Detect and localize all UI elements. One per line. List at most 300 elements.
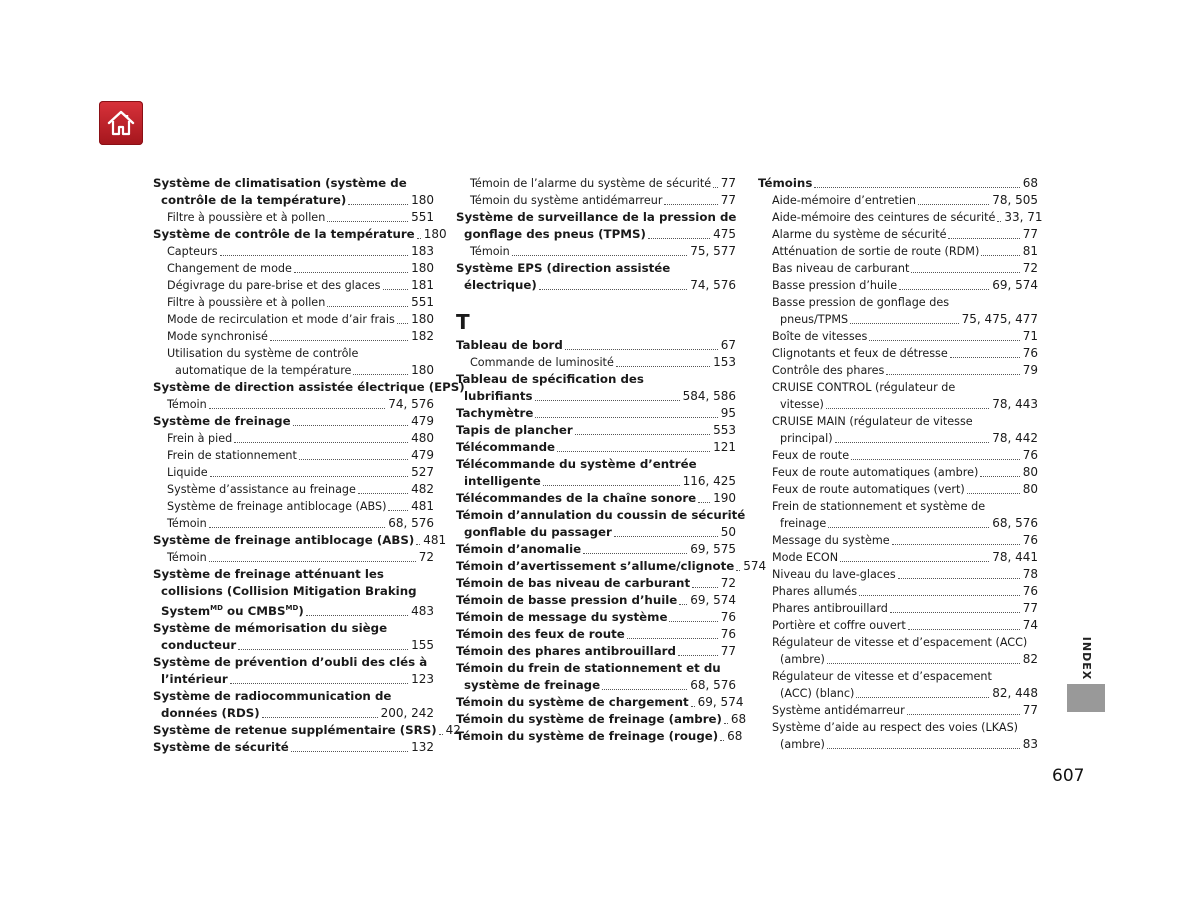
page-reference[interactable]: 479 [411, 414, 434, 428]
page-reference[interactable]: 527 [411, 465, 434, 479]
leader-dots [565, 349, 718, 350]
index-entry[interactable] [153, 654, 434, 688]
leader-dots [291, 751, 408, 752]
index-subentry[interactable] [758, 600, 1038, 617]
entry-text: (ACC) (blanc) [780, 687, 855, 700]
page-reference[interactable]: 584, 586 [682, 389, 736, 403]
page-reference[interactable]: 83 [1022, 737, 1038, 751]
page-reference[interactable]: 76 [1022, 448, 1038, 462]
index-entry[interactable] [153, 722, 461, 739]
entry-text: conducteur [161, 638, 237, 652]
page-reference[interactable]: 68, 576 [992, 516, 1038, 530]
leader-dots [543, 485, 680, 486]
leader-dots [918, 204, 989, 205]
page-reference[interactable]: 68, 576 [388, 516, 434, 530]
leader-dots [892, 544, 1020, 545]
entry-text: Mode synchronisé [167, 330, 268, 343]
index-entry[interactable] [456, 507, 746, 541]
entry-text: Régulateur de vitesse et d’espacement (ACC) [772, 636, 1028, 649]
page-reference[interactable]: 180 [423, 227, 447, 241]
page-reference[interactable]: 77 [1022, 601, 1038, 615]
leader-dots [209, 527, 385, 528]
index-entry[interactable] [456, 694, 744, 711]
page-reference[interactable]: 181 [411, 278, 434, 292]
page-reference[interactable]: 75, 475, 477 [961, 312, 1038, 326]
entry-text: vitesse) [780, 398, 824, 411]
entry-text: Témoin des feux de route [456, 627, 625, 641]
entry-text: Portière et coffre ouvert [772, 619, 906, 632]
leader-dots [898, 578, 1020, 579]
index-entry[interactable] [456, 558, 767, 575]
page-reference[interactable]: 482 [411, 482, 434, 496]
page-reference[interactable]: 551 [411, 210, 434, 224]
page-reference[interactable]: 74, 576 [388, 397, 434, 411]
leader-dots [835, 442, 990, 443]
page-reference[interactable]: 78, 443 [992, 397, 1038, 411]
entry-text: Filtre à poussière et à pollen [167, 296, 326, 309]
leader-dots [230, 683, 408, 684]
entry-text: Témoin des phares antibrouillard [456, 644, 676, 658]
index-subentry[interactable] [758, 532, 1038, 549]
page-reference[interactable]: 68, 576 [690, 678, 736, 692]
leader-dots [911, 272, 1019, 273]
index-subentry[interactable] [153, 464, 434, 481]
index-entry[interactable] [456, 609, 736, 626]
page-reference[interactable]: 72 [418, 550, 434, 564]
page-reference[interactable]: 68 [1022, 176, 1038, 190]
index-subentry[interactable] [758, 413, 1038, 447]
leader-dots [950, 357, 1020, 358]
leader-dots [210, 476, 408, 477]
leader-dots [416, 544, 420, 545]
page-reference[interactable]: 180 [411, 261, 434, 275]
index-entry[interactable] [456, 422, 736, 439]
entry-text: l’intérieur [161, 672, 228, 686]
index-entry[interactable] [456, 541, 736, 558]
index-subentry[interactable] [758, 498, 1038, 532]
page-reference[interactable]: 80 [1022, 482, 1038, 496]
index-entry[interactable] [153, 379, 465, 396]
home-button[interactable] [99, 101, 143, 145]
index-entry[interactable] [456, 337, 736, 354]
leader-dots [890, 612, 1020, 613]
entry-text: Feux de route automatiques (ambre) [772, 466, 979, 479]
leader-dots [583, 553, 687, 554]
entry-text: Régulateur de vitesse et d’espacement [772, 670, 992, 683]
entry-text: Témoins [758, 176, 813, 190]
leader-dots [575, 434, 710, 435]
index-subentry[interactable] [456, 354, 736, 371]
entry-text: Commande de luminosité [470, 356, 614, 369]
page-reference[interactable]: 483 [411, 604, 434, 618]
entry-text: Système de climatisation (système de [153, 176, 407, 190]
entry-text: Tableau de spécification des [456, 372, 644, 386]
page-reference[interactable]: 82, 448 [992, 686, 1038, 700]
entry-text: Témoin du système de freinage (ambre) [456, 712, 722, 726]
leader-dots [899, 289, 989, 290]
entry-text: CRUISE MAIN (régulateur de vitesse [772, 415, 973, 428]
page-reference[interactable]: 78, 441 [992, 550, 1038, 564]
page-reference[interactable]: 76 [1022, 584, 1038, 598]
entry-text: Feux de route [772, 449, 850, 462]
page-reference[interactable]: 69, 574 [992, 278, 1038, 292]
leader-dots [353, 374, 408, 375]
entry-text: Système de freinage atténuant les [153, 567, 384, 581]
index-subentry[interactable] [153, 515, 434, 532]
index-entry[interactable] [153, 175, 434, 209]
index-entry[interactable] [153, 413, 434, 430]
entry-text: Basse pression d’huile [772, 279, 898, 292]
page-reference[interactable]: 481 [411, 499, 434, 513]
page-reference[interactable]: 74 [1022, 618, 1038, 632]
entry-text: (ambre) [780, 653, 825, 666]
page-reference[interactable]: 69, 575 [690, 542, 736, 556]
page-reference[interactable]: 76 [720, 627, 736, 641]
entry-text: CRUISE CONTROL (régulateur de [772, 381, 956, 394]
index-subentry[interactable] [758, 362, 1038, 379]
page-reference[interactable]: 77 [720, 176, 736, 190]
index-subentry[interactable] [153, 498, 434, 515]
index-subentry[interactable] [758, 634, 1038, 668]
page-reference[interactable]: 78, 442 [992, 431, 1038, 445]
leader-dots [539, 289, 687, 290]
index-subentry[interactable] [758, 226, 1038, 243]
entry-text: Capteurs [167, 245, 218, 258]
leader-dots [907, 714, 1020, 715]
index-subentry[interactable] [758, 328, 1038, 345]
index-entry[interactable] [456, 660, 736, 694]
leader-dots [238, 649, 408, 650]
index-subentry[interactable] [153, 311, 434, 328]
index-subentry[interactable] [758, 243, 1038, 260]
index-subentry[interactable] [758, 481, 1038, 498]
index-entry[interactable] [456, 456, 736, 490]
entry-text: Phares allumés [772, 585, 858, 598]
entry-text: Aide-mémoire d’entretien [772, 194, 916, 207]
index-subentry[interactable] [456, 243, 736, 260]
entry-text: contrôle de la température) [161, 193, 347, 207]
page-reference[interactable]: 480 [411, 431, 434, 445]
entry-text: Filtre à poussière et à pollen [167, 211, 326, 224]
index-entry[interactable] [456, 209, 736, 243]
index-subentry[interactable] [758, 617, 1038, 634]
entry-text: Témoin du système antidémarreur [470, 194, 663, 207]
leader-dots [327, 306, 408, 307]
index-entry[interactable] [456, 371, 736, 405]
entry-text: Témoin d’annulation du coussin de sécurité [456, 508, 746, 522]
entry-text: Aide-mémoire des ceintures de sécurité [772, 211, 996, 224]
index-subentry[interactable] [153, 294, 434, 311]
index-column-2 [456, 175, 767, 745]
leader-dots [869, 340, 1019, 341]
entry-text: pneus/TPMS [780, 313, 849, 326]
index-subentry[interactable] [758, 668, 1038, 702]
index-subentry[interactable] [758, 583, 1038, 600]
leader-dots [535, 417, 717, 418]
leader-dots [602, 689, 687, 690]
index-subentry[interactable] [153, 430, 434, 447]
entry-text: Témoin d’avertissement s’allume/clignote [456, 559, 735, 573]
page-reference[interactable]: 67 [720, 338, 736, 352]
leader-dots [724, 723, 728, 724]
index-entry[interactable] [456, 711, 747, 728]
page-reference[interactable]: 180 [411, 312, 434, 326]
entry-text: Tapis de plancher [456, 423, 573, 437]
page-reference[interactable]: 132 [411, 740, 434, 754]
entry-text: Système EPS (direction assistée [456, 261, 671, 275]
index-entry[interactable] [456, 575, 736, 592]
leader-dots [691, 706, 695, 707]
entry-text: lubrifiants [464, 389, 533, 403]
page-reference[interactable]: 123 [411, 672, 434, 686]
index-subentry[interactable] [758, 260, 1038, 277]
entry-text: Système de freinage antiblocage (ABS) [167, 500, 387, 513]
leader-dots [648, 238, 710, 239]
entry-text: électrique) [464, 278, 537, 292]
leader-dots [713, 187, 718, 188]
page-reference[interactable]: 76 [720, 610, 736, 624]
index-entry[interactable] [456, 643, 736, 660]
entry-text: Système d’aide au respect des voies (LKAS) [772, 721, 1019, 734]
leader-dots [828, 527, 989, 528]
leader-dots [270, 340, 408, 341]
index-subentry[interactable] [153, 447, 434, 464]
entry-text: automatique de la température [175, 364, 352, 377]
index-subentry[interactable] [153, 481, 434, 498]
leader-dots [827, 663, 1020, 664]
index-subentry[interactable] [758, 447, 1038, 464]
index-entry[interactable] [456, 490, 736, 507]
index-entry[interactable] [456, 439, 736, 456]
page-reference[interactable]: 481 [423, 533, 447, 547]
leader-dots [814, 187, 1019, 188]
page-reference[interactable]: 180 [411, 363, 434, 377]
page-reference[interactable]: 77 [1022, 703, 1038, 717]
leader-dots [967, 493, 1020, 494]
index-entry[interactable] [456, 728, 743, 745]
leader-dots [293, 425, 408, 426]
leader-dots [997, 221, 1001, 222]
page-reference[interactable]: 77 [1022, 227, 1038, 241]
entry-text: Témoin du système de freinage (rouge) [456, 729, 719, 743]
page-reference[interactable]: 81 [1022, 244, 1038, 258]
index-entry[interactable] [153, 566, 434, 620]
entry-text: Bas niveau de carburant [772, 262, 910, 275]
page-reference[interactable]: 74, 576 [690, 278, 736, 292]
page-reference[interactable]: 121 [713, 440, 736, 454]
leader-dots [736, 570, 740, 571]
entry-text: Changement de mode [167, 262, 292, 275]
page-reference[interactable]: 200, 242 [380, 706, 434, 720]
leader-dots [439, 734, 443, 735]
page-reference[interactable]: 72 [1022, 261, 1038, 275]
leader-dots [851, 459, 1020, 460]
page-reference[interactable]: 80 [1022, 465, 1038, 479]
index-subentry[interactable] [758, 209, 1043, 226]
page-reference[interactable]: 180 [411, 193, 434, 207]
entry-text: Niveau du lave-glaces [772, 568, 896, 581]
entry-text: Boîte de vitesses [772, 330, 868, 343]
page-reference[interactable]: 79 [1022, 363, 1038, 377]
leader-dots [388, 510, 408, 511]
page-reference[interactable]: 68 [727, 729, 743, 743]
page-reference[interactable]: 71 [1022, 329, 1038, 343]
entry-text: System$^{MD}$ ou $CMBS^{MD}$) [161, 604, 304, 618]
index-entry[interactable] [758, 175, 1038, 192]
index-entry[interactable] [456, 626, 736, 643]
page-reference[interactable]: 77 [720, 644, 736, 658]
page-reference[interactable]: 82 [1022, 652, 1038, 666]
index-entry[interactable] [456, 260, 736, 294]
page-reference[interactable]: 50 [720, 525, 736, 539]
index-tab[interactable] [1067, 684, 1105, 712]
entry-text: Témoin [167, 517, 207, 530]
index-subentry[interactable] [758, 192, 1038, 209]
index-entry[interactable] [153, 532, 447, 549]
page-reference[interactable]: 153 [713, 355, 736, 369]
leader-dots [306, 615, 408, 616]
entry-text: Témoin du frein de stationnement et du [456, 661, 721, 675]
page-reference[interactable]: 78 [1022, 567, 1038, 581]
index-entry[interactable] [153, 226, 447, 243]
index-subentry[interactable] [153, 243, 434, 260]
leader-dots [826, 408, 989, 409]
page-reference[interactable]: 76 [1022, 346, 1038, 360]
index-subentry[interactable] [758, 464, 1038, 481]
entry-text: Système antidémarreur [772, 704, 905, 717]
index-entry[interactable] [153, 739, 434, 756]
page-reference[interactable]: 76 [1022, 533, 1038, 547]
entry-text: Témoin [167, 551, 207, 564]
entry-text: Témoin de l’alarme du système de sécurité [470, 177, 712, 190]
index-subentry[interactable] [758, 549, 1038, 566]
index-subentry[interactable] [758, 345, 1038, 362]
leader-dots [856, 697, 989, 698]
leader-dots [397, 323, 408, 324]
page-reference[interactable]: 95 [720, 406, 736, 420]
page-reference[interactable]: 553 [713, 423, 736, 437]
page-reference[interactable]: 116, 425 [682, 474, 736, 488]
leader-dots [616, 366, 710, 367]
leader-dots [908, 629, 1020, 630]
entry-text: Frein de stationnement [167, 449, 297, 462]
page-reference[interactable]: 77 [720, 193, 736, 207]
index-subentry[interactable] [758, 702, 1038, 719]
leader-dots [557, 451, 710, 452]
leader-dots [358, 493, 408, 494]
index-entry[interactable] [153, 688, 434, 722]
index-subentry[interactable] [153, 277, 434, 294]
index-subentry[interactable] [758, 277, 1038, 294]
leader-dots [327, 221, 408, 222]
index-subentry[interactable] [456, 192, 736, 209]
page-reference[interactable]: 69, 574 [697, 695, 744, 709]
entry-text: Télécommande [456, 440, 556, 454]
entry-text: Témoin d’anomalie [456, 542, 582, 556]
leader-dots [383, 289, 409, 290]
entry-text: système de freinage [464, 678, 601, 692]
entry-text: Télécommandes de la chaîne sonore [456, 491, 697, 505]
index-subentry[interactable] [758, 566, 1038, 583]
entry-text: principal) [780, 432, 833, 445]
entry-text: gonflable du passager [464, 525, 612, 539]
page-reference[interactable]: 190 [713, 491, 736, 505]
page-reference[interactable]: 69, 574 [690, 593, 736, 607]
page-reference[interactable]: 72 [720, 576, 736, 590]
index-subentry[interactable] [153, 328, 434, 345]
entry-text: Système de sécurité [153, 740, 289, 754]
index-subentry[interactable] [758, 379, 1038, 413]
leader-dots [417, 238, 421, 239]
page-reference[interactable]: 78, 505 [992, 193, 1038, 207]
page-reference[interactable]: 42 [445, 723, 461, 737]
page-reference[interactable]: 574 [743, 559, 767, 573]
page-reference[interactable]: 479 [411, 448, 434, 462]
index-entry[interactable] [456, 405, 736, 422]
entry-text: Phares antibrouillard [772, 602, 888, 615]
page-reference[interactable]: 475 [713, 227, 736, 241]
entry-text: Clignotants et feux de détresse [772, 347, 948, 360]
page-reference[interactable]: 75, 577 [690, 244, 736, 258]
index-subentry[interactable] [153, 396, 434, 413]
leader-dots [512, 255, 687, 256]
entry-text: Témoin de bas niveau de carburant [456, 576, 691, 590]
leader-dots [980, 476, 1019, 477]
page-reference[interactable]: 551 [411, 295, 434, 309]
page-reference[interactable]: 155 [411, 638, 434, 652]
leader-dots [669, 621, 717, 622]
index-subentry[interactable] [456, 175, 736, 192]
index-entry[interactable] [153, 620, 434, 654]
leader-dots [348, 204, 408, 205]
page-reference[interactable]: 182 [411, 329, 434, 343]
index-column-1 [153, 175, 465, 756]
entry-text: Tableau de bord [456, 338, 563, 352]
leader-dots [840, 561, 989, 562]
page-reference[interactable]: 68 [730, 712, 747, 726]
index-subentry[interactable] [153, 549, 434, 566]
entry-text: Liquide [167, 466, 208, 479]
leader-dots [535, 400, 680, 401]
entry-text: Dégivrage du pare-brise et des glaces [167, 279, 381, 292]
index-subentry[interactable] [153, 209, 434, 226]
index-subentry[interactable] [758, 294, 1038, 328]
entry-text: Témoin du système de chargement [456, 695, 689, 709]
leader-dots [209, 408, 385, 409]
leader-dots [720, 740, 724, 741]
entry-text: Alarme du système de sécurité [772, 228, 947, 241]
page-reference[interactable]: 183 [411, 244, 434, 258]
index-subentry[interactable] [758, 719, 1038, 753]
entry-text: Frein à pied [167, 432, 233, 445]
leader-dots [692, 587, 718, 588]
page-reference[interactable]: 33, 71 [1004, 210, 1043, 224]
index-entry[interactable] [456, 592, 736, 609]
entry-text: Feux de route automatiques (vert) [772, 483, 965, 496]
index-subentry[interactable] [153, 260, 434, 277]
leader-dots [948, 238, 1019, 239]
entry-text: intelligente [464, 474, 541, 488]
leader-dots [627, 638, 718, 639]
entry-text: Témoin [167, 398, 207, 411]
index-subentry[interactable] [153, 345, 434, 379]
index-label-text: INDEX [1080, 636, 1094, 681]
entry-text: Système de radiocommunication de [153, 689, 392, 703]
entry-text: freinage [780, 517, 827, 530]
entry-text: Mode ECON [772, 551, 839, 564]
entry-text: Témoin [470, 245, 510, 258]
leader-dots [299, 459, 408, 460]
